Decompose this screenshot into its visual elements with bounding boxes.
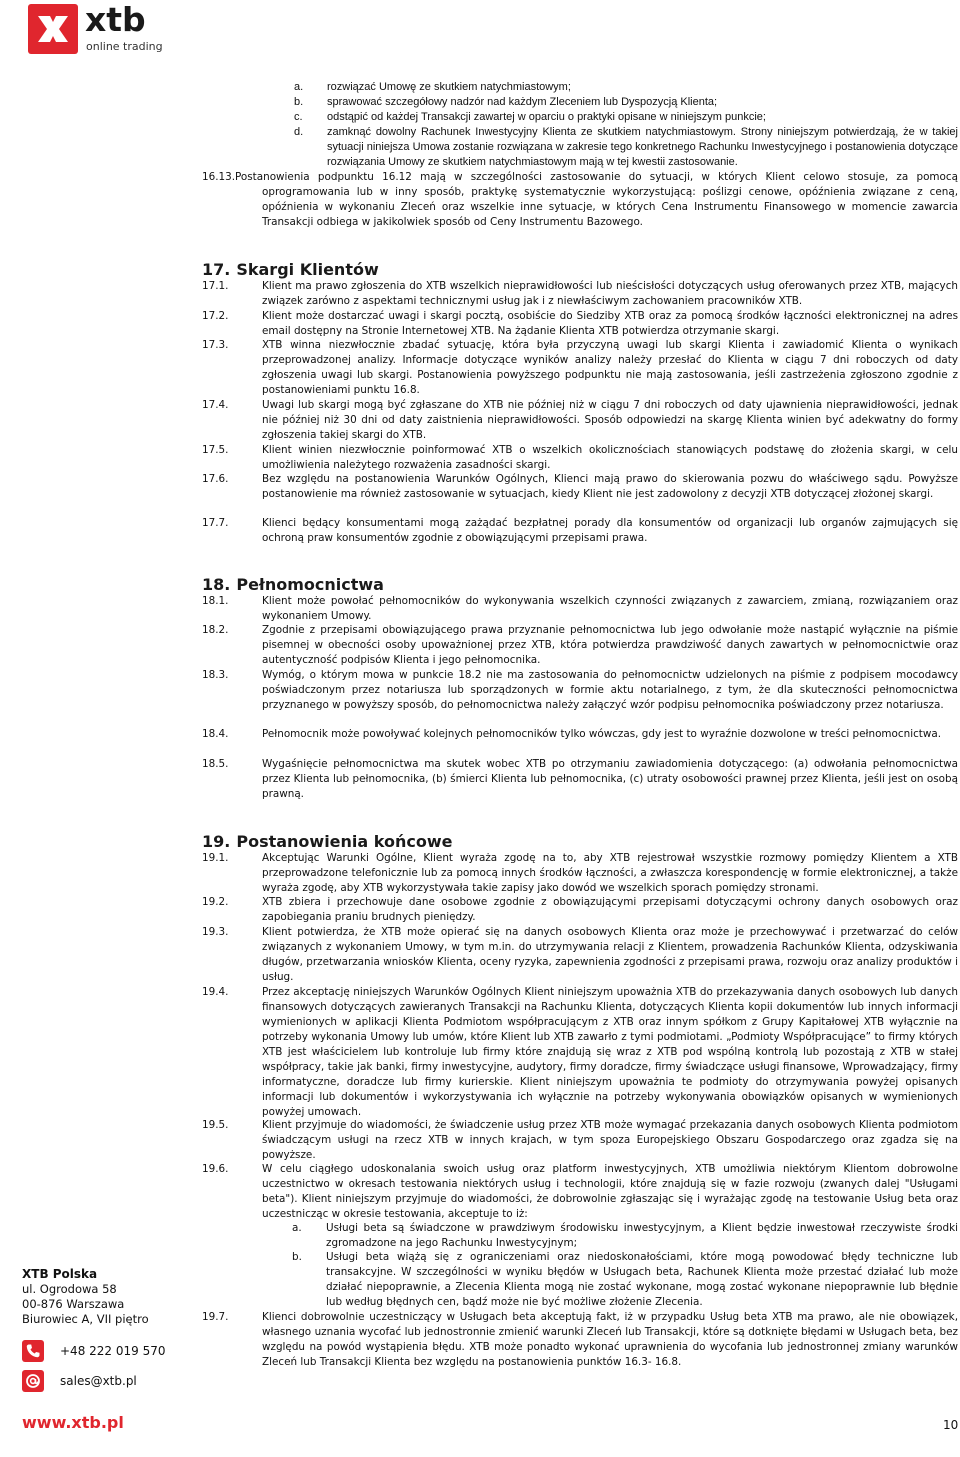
- company-name: XTB Polska: [22, 1267, 98, 1281]
- paragraph-17-7: 17.7. Klienci będący konsumentami mogą zażądać bezpłatnej porady dla konsumentów od organizacji lub organów zajmujących się ochroną praw konsumentów zgodnie z obowiązującymi przepisami prawa.: [202, 517, 958, 544]
- list-item: c. odstąpić od każdej Transakcji zawartej w oparciu o praktyki opisane w niniejszym punkcie;: [294, 111, 766, 123]
- contact-email: [22, 1370, 192, 1394]
- address-line: Biurowiec A, VII piętro: [22, 1312, 149, 1326]
- paragraph-19-4: 19.4. Przez akceptację niniejszych Warunków Ogólnych Klient niniejszym upoważnia XTB do przekazywania danych osobowych lub danych finansowych dotyczących zawieranych Transakcji na Rachunku Klienta, dotyczących Klienta kopii dokumentów lub innych informacji wymienionych w aplikacji Klienta Podmiotom współpracującym z XTB oraz innym spółkom z Grupy Kapitałowej XTB wyłącznie na potrzeby wykonania Umowy lub umów, które Klient lub XTB zawarło z tymi podmiotami. „Podmioty Współpracujące” to firmy których XTB jest właścicielem lub kontroluje lub firmy które znajdują się wraz z XTB pod wspólną kontrolą lub pozostają z XTB w stałej współpracy, takie jak banki, firmy inwestycyjne, audytory, firmy doradcze, firmy świadczące usługi finansowe, Wprowadzający, firmy informatyczne, doradcze lub firmy kurierskie. Klient niniejszym upoważnia te podmioty do otrzymywania powyżej opisanych informacji lub dokumentów i wykorzystywania ich wyłącznie na potrzeby wykonywania obowiązków opisanych w wymienionych powyżej umowach.: [202, 986, 958, 1118]
- paragraph-18-4: 18.4. Pełnomocnik może powoływać kolejnych pełnomocników tylko wówczas, gdy jest to wyraźnie dozwolone w treści pełnomocnictwa.: [202, 728, 942, 740]
- phone-icon: [22, 1340, 44, 1362]
- paragraph-17-4: 17.4. Uwagi lub skargi mogą być zgłaszane do XTB nie później niż w ciągu 7 dni roboczych od daty ujawnienia nieprawidłowości, jednak nie później niż 30 dni od daty zaistnienia nieprawidłowości. Sposób odpowiedzi na skargę Klienta winien być adekwatny do formy zgłoszenia takiej skargi do XTB.: [202, 399, 958, 441]
- contact-phone: [22, 1340, 192, 1364]
- paragraph-19-3: 19.3. Klient potwierdza, że XTB może opierać się na danych osobowych Klienta oraz może je przechowywać i przetwarzać do celów związanych z wykonaniem Umowy, w tym m.in. do utrzymywania relacji z Klientem, prowadzenia Rachunków Klienta, odzyskiwania długów, przetwarzania wniosków Klienta, oceny ryzyka, zapewnienia zgodności z przepisami prawa, rozwoju oraz analizy produktów i usług.: [202, 926, 958, 983]
- xtb-logo-mark-icon: [28, 4, 78, 54]
- company-address: [22, 1267, 182, 1327]
- section-heading-19: 19. Postanowienia końcowe: [202, 832, 453, 851]
- section-heading-17: 17. Skargi Klientów: [202, 260, 379, 279]
- paragraph-19-1: 19.1. Akceptując Warunki Ogólne, Klient wyraża zgodę na to, aby XTB rejestrował wszystkie rozmowy pomiędzy Klientem a XTB przeprowadzone telefonicznie lub za pomocą innych środków łączności, a zwłaszcza korespondencję w formie elektronicznej, a także wyraża zgodę, aby XTB wykorzystywała takie zapisy jako dowód we wszelkich sporach pomiędzy stronami.: [202, 852, 958, 894]
- paragraph-17-6: 17.6. Bez względu na postanowienia Warunków Ogólnych, Klienci mają prawo do skierowania pozwu do właściwego sądu. Powyższe postanowienie ma również zastosowanie w sytuacjach, kiedy Klient nie jest zadowolony z decyzji XTB dotyczącej złożonej skargi.: [202, 473, 958, 500]
- section-heading-18: 18. Pełnomocnictwa: [202, 575, 384, 594]
- paragraph-19-5: 19.5. Klient przyjmuje do wiadomości, że świadczenie usług przez XTB może wymagać przekazania danych osobowych Klienta podmiotom świadczącym usługi na rzecz XTB w innych krajach, w tym spoza Europejskiego Obszaru Gospodarczego oraz zgadza się na powyższe.: [202, 1119, 958, 1161]
- phone-number: +48 222 019 570: [60, 1344, 166, 1358]
- at-sign-icon: [22, 1370, 44, 1392]
- list-item: a. Usługi beta są świadczone w prawdziwym środowisku inwestycyjnym, a Klient będzie inwestował rzeczywiste środki zgromadzone na jego Rachunku Inwestycyjnym;: [292, 1222, 958, 1249]
- address-line: ul. Ogrodowa 58: [22, 1282, 117, 1296]
- list-item: d. zamknąć dowolny Rachunek Inwestycyjny Klienta ze skutkiem natychmiastowym. Strony niniejszym potwierdzają, że w takiej sytuacji niniejsza Umowa zostanie rozwiązana w zakresie tego konkretnego Rachunku Inwestycyjnego i postanowienia dotyczące rozwiązania Umowy ze skutkiem natychmiastowym mają w tej kwestii zastosowanie.: [294, 126, 959, 168]
- paragraph-18-3: 18.3. Wymóg, o którym mowa w punkcie 18.2 nie ma zastosowania do pełnomocnictw udzielonych na piśmie z podpisem mocodawcy poświadczonym przez notariusza lub sporządzonych w formie aktu notarialnego, z tym, że dla skuteczności pełnomocnictwa przyznanego w powyższy sposób, do pełnomocnictwa należy załączyć wzór podpisu pełnomocnika poświadczony przez notariusza.: [202, 669, 958, 711]
- list-item: b. sprawować szczegółowy nadzór nad każdym Zleceniem lub Dyspozycją Klienta;: [294, 96, 718, 108]
- logo-tagline: online trading: [86, 40, 163, 53]
- paragraph-19-6: 19.6. W celu ciągłego udoskonalania swoich usług oraz platform inwestycyjnych, XTB umożliwia niektórym Klientom dobrowolne uczestnictwo w okresach testowania niektórych usług i technologii, które znajdują się w fazie rozwoju (zwanych dalej "Usługami beta"). Klient niniejszym przyjmuje do wiadomości, że dobrowolnie zgłaszając się i wyrażając zgodę na testowanie Usług beta oraz uczestnicząc w okresie testowania, akceptuje to iż:: [202, 1163, 958, 1220]
- paragraph-18-5: 18.5. Wygaśnięcie pełnomocnictwa ma skutek wobec XTB po otrzymaniu zawiadomienia dotyczącego: (a) odwołania pełnomocnictwa przez Klienta lub pełnomocnika, (b) śmierci Klienta lub pełnomocnika, (c) utraty osobowości prawnej przez Klienta, jeśli jest on osobą prawną.: [202, 758, 958, 800]
- paragraph-18-2: 18.2. Zgodnie z przepisami obowiązującego prawa przyznanie pełnomocnictwa lub jego odwołanie może nastąpić wyłącznie na piśmie pisemnej w obecności osoby upoważnionej przez XTB, która potwierdza prawdziwość danych zawartych w pełnomocnictwie oraz autentyczność podpisów Klienta i jego pełnomocnika.: [202, 624, 958, 666]
- paragraph-17-1: 17.1. Klient ma prawo zgłoszenia do XTB wszelkich nieprawidłowości lub nieścisłości dotyczących usług oferowanych przez XTB, mających związek zarówno z aspektami technicznymi usług jak i z niewłaściwym zachowaniem pracowników XTB.: [202, 280, 958, 307]
- paragraph-17-5: 17.5. Klient winien niezwłocznie poinformować XTB o wszelkich okolicznościach stanowiących podstawę do złożenia skargi, w celu umożliwienia należytego rozważenia zasadności skargi.: [202, 444, 958, 471]
- page-number: 10: [943, 1418, 959, 1432]
- list-item: a. rozwiązać Umowę ze skutkiem natychmiastowym;: [294, 81, 571, 93]
- email-link[interactable]: sales@xtb.pl: [60, 1374, 137, 1388]
- website-link[interactable]: www.xtb.pl: [22, 1413, 124, 1432]
- paragraph-17-2: 17.2. Klient może dostarczać uwagi i skargi pocztą, osobiście do Siedziby XTB oraz za pomocą środków łączności elektronicznej na adres email dostępny na Stronie Internetowej XTB. Na żądanie Klienta XTB potwierdza otrzymanie skargi.: [202, 310, 958, 337]
- paragraph-18-1: 18.1. Klient może powołać pełnomocników do wykonywania wszelkich czynności związanych z zawarciem, zmianą, rozwiązaniem oraz wykonaniem Umowy.: [202, 595, 958, 622]
- paragraph-17-3: 17.3. XTB winna niezwłocznie zbadać sytuację, która była przyczyną uwagi lub skargi Klienta i zawiadomić Klienta o wynikach przeprowadzonej analizy. Informacje dotyczące wyników analizy należy przesłać do Klienta w ciągu 7 dni roboczych od daty zgłoszenia uwagi lub skargi. Postanowienia powyższego podpunktu nie mają zastosowania, jeśli zastrzeżenia zgłoszono zgodnie z postanowieniami punktu 16.8.: [202, 339, 958, 396]
- paragraph-19-2: 19.2. XTB zbiera i przechowuje dane osobowe zgodnie z obowiązującymi przepisami dotyczącymi ochrony danych osobowych oraz zapobiegania praniu brudnych pieniędzy.: [202, 896, 958, 923]
- list-item: b. Usługi beta wiążą się z ograniczeniami oraz niedoskonałościami, które mogą powodować błędy techniczne lub transakcyjne. W szczególności w wyniku błędów w Usługach beta, Rachunek Klienta może przestać działać lub może działać niepoprawnie, a Zlecenia Klienta mogą nie zostać wykonane, mogą zostać wykonane niepoprawnie lub błędnie lub według błędnych cen, bądź może nie być możliwe złożenie Zlecenia.: [292, 1251, 958, 1308]
- logo-wordmark: xtb: [85, 0, 146, 39]
- paragraph-19-7: 19.7. Klienci dobrowolnie uczestniczący w Usługach beta akceptują fakt, iż w przypadku Usług beta XTB ma prawo, ale nie obowiązek, własnego uznania wycofać lub jednostronnie zmienić warunki Zleceń lub Transakcji, które są dotknięte błędami w Usługach beta, bez względu na powód wystąpienia błędu. XTB może ponadto wykonać uprawnienia do wycofania lub jednostronnej zmiany warunków Zleceń lub Transakcji Klienta bez względu na postanowienia punktów 16.3- 16.8.: [202, 1311, 958, 1368]
- paragraph-16-13: 16.13. Postanowienia podpunktu 16.12 mają w szczególności zastosowanie do sytuacji, w których Klient celowo stosuje, za pomocą oprogramowania lub w inny sposób, praktykę systematycznie wykorzystującą: poślizgi cenowe, opóźnienia związane z ceną, opóźnienia w wykonaniu Zleceń oraz wszelkie inne sytuacje, w których Cena Instrumentu Finansowego w momencie zawarcia Transakcji odbiega w jakikolwiek sposób od Ceny Instrumentu Bazowego.: [202, 171, 958, 228]
- address-line: 00-876 Warszawa: [22, 1297, 125, 1311]
- xtb-logo: [28, 0, 168, 56]
